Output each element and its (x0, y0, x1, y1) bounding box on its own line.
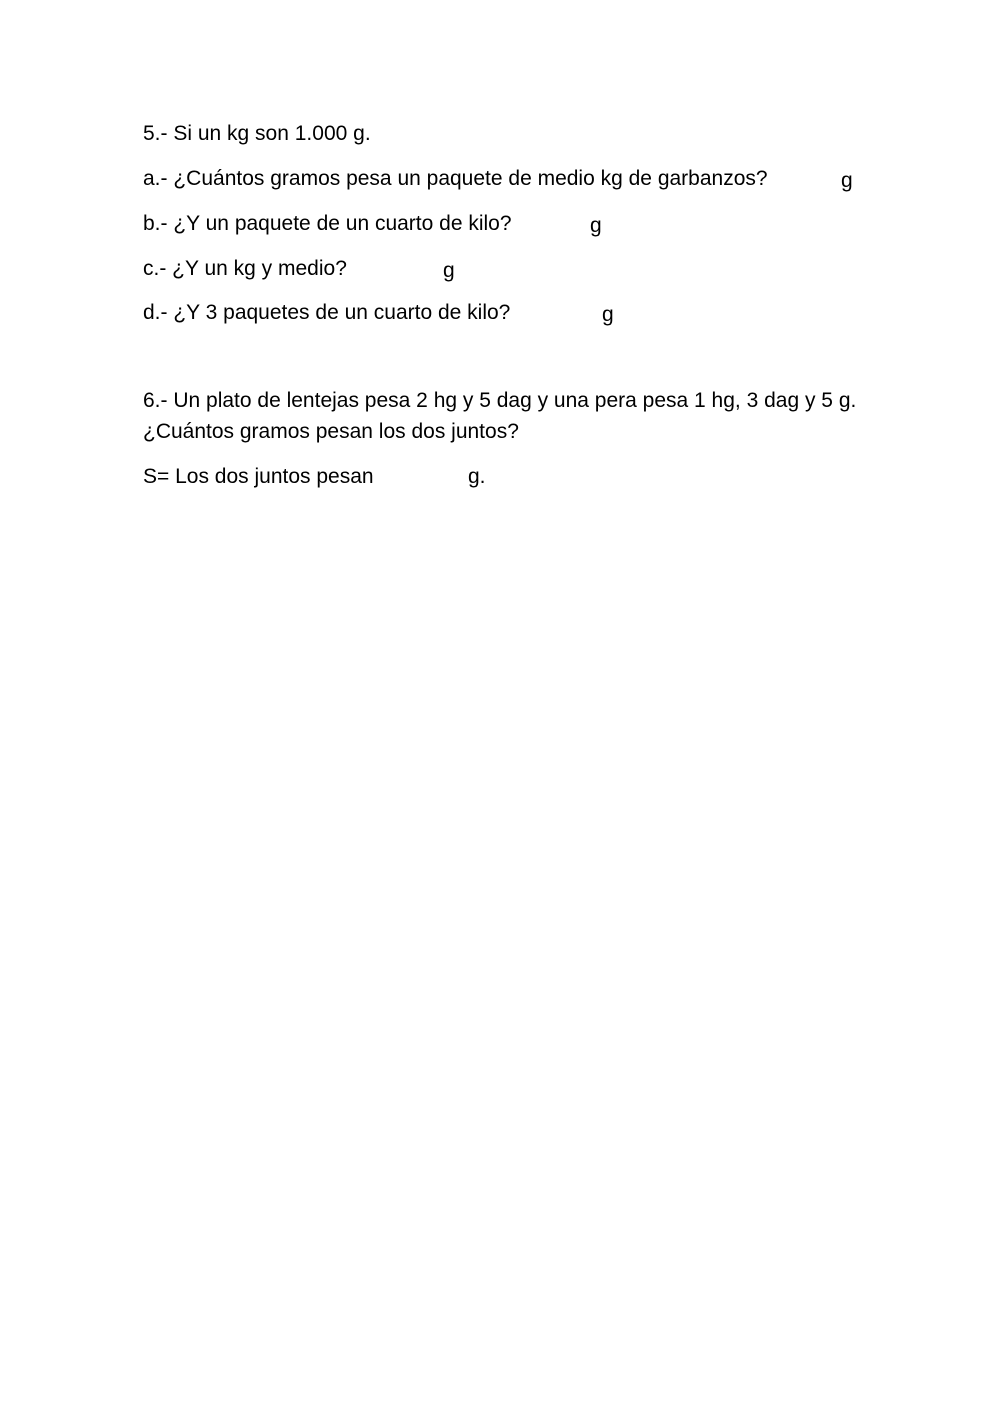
answer-5b-field[interactable] (524, 210, 584, 236)
answer-6-field[interactable] (375, 463, 463, 489)
question-6-answer-prefix: S= Los dos juntos pesan (143, 465, 374, 488)
question-5b-text: b.- ¿Y un paquete de un cuarto de kilo? (143, 212, 512, 235)
question-6-answer-unit: g. (468, 465, 486, 488)
question-5d-text: d.- ¿Y 3 paquetes de un cuarto de kilo? (143, 301, 511, 324)
question-5c-text: c.- ¿Y un kg y medio? (143, 257, 347, 280)
question-6-prompt: ¿Cuántos gramos pesan los dos juntos? (143, 420, 519, 443)
question-5a-unit: g (841, 169, 853, 192)
question-5-title: 5.- Si un kg son 1.000 g. (143, 122, 371, 145)
question-5b-unit: g (590, 214, 602, 237)
question-5d-unit: g (602, 303, 614, 326)
question-5c-unit: g (443, 259, 455, 282)
question-5a-text: a.- ¿Cuántos gramos pesa un paquete de medio kg de garbanzos? (143, 167, 768, 190)
answer-5a-field[interactable] (775, 165, 835, 191)
question-6-text: 6.- Un plato de lentejas pesa 2 hg y 5 dag y una pera pesa 1 hg, 3 dag y 5 g. (143, 389, 857, 412)
answer-5d-field[interactable] (520, 299, 598, 325)
answer-5c-field[interactable] (350, 255, 438, 281)
